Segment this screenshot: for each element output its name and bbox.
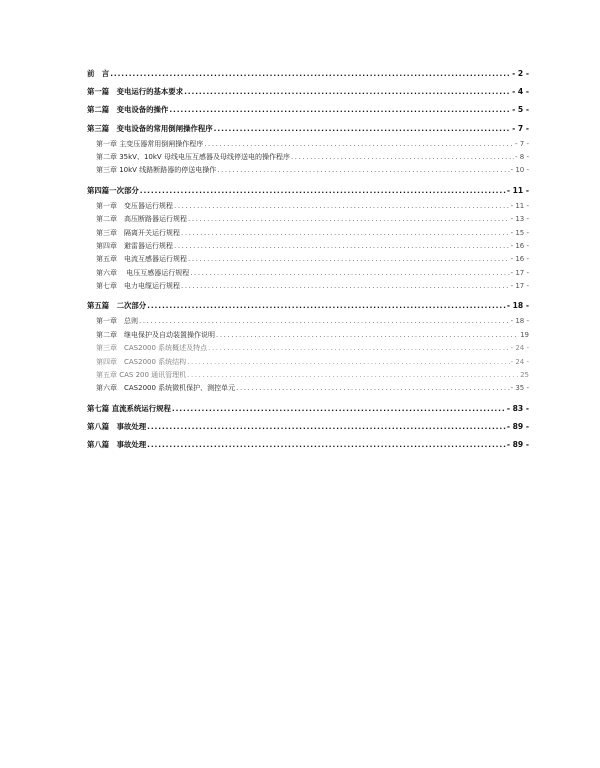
dot-leader — [214, 123, 511, 134]
toc-entry-title: 第二章 35kV、10kV 母线电压互感器及母线停送电的操作程序 — [96, 152, 290, 161]
toc-part-entry[interactable] — [87, 421, 529, 432]
table-of-contents — [87, 68, 529, 450]
dot-leader — [172, 403, 506, 414]
toc-page-number: - 5 - — [512, 105, 529, 115]
toc-page-number: - 24 - — [510, 344, 529, 353]
toc-page-number: - 2 - — [512, 69, 529, 78]
toc-entry-title: 第二章 高压断路器运行规程 — [96, 215, 187, 224]
toc-chapter-entry[interactable] — [87, 213, 529, 226]
toc-chapter-entry[interactable] — [87, 329, 529, 342]
dot-leader — [187, 369, 519, 382]
dot-leader — [181, 280, 510, 293]
toc-chapter-entry[interactable] — [87, 200, 529, 213]
dot-leader — [236, 382, 509, 395]
dot-leader — [174, 240, 510, 253]
toc-entry-title: 第八篇 事故处理 — [87, 422, 147, 431]
toc-entry-title: 第三章 10kV 线路断路器的停送电操作 — [96, 166, 217, 175]
toc-part-entry[interactable] — [87, 123, 529, 134]
toc-chapter-entry[interactable] — [87, 356, 529, 369]
toc-page-number: - 35 - — [510, 384, 529, 393]
toc-page-number: - 16 - — [510, 255, 529, 264]
dot-leader — [147, 421, 506, 432]
toc-entry-title: 第五章 电流互感器运行规程 — [96, 255, 187, 264]
dot-leader — [188, 213, 510, 226]
toc-entry-title: 第四章 CAS2000 系统结构 — [96, 357, 187, 366]
toc-page-number: - 13 - — [510, 215, 529, 224]
toc-page-number: - 17 - — [510, 282, 529, 291]
toc-entry-title: 第七篇 直流系统运行规程 — [87, 403, 171, 413]
toc-part-entry[interactable] — [87, 300, 529, 311]
toc-entry-title: 第六章 电压互感器运行规程 — [96, 268, 190, 277]
toc-part-entry[interactable] — [87, 68, 529, 79]
dot-leader — [174, 200, 510, 213]
toc-entry-title: 第二章 继电保护及自动装置操作说明 — [96, 330, 215, 339]
toc-entry-title: 第五章 CAS 200 通讯管理机 — [96, 371, 187, 380]
dot-leader — [139, 315, 510, 328]
toc-chapter-entry[interactable] — [87, 253, 529, 266]
dot-leader — [140, 185, 506, 196]
toc-entry-title: 前 言 — [87, 69, 110, 78]
toc-entry-title: 第一章 总则 — [96, 317, 138, 326]
toc-part-entry[interactable] — [87, 403, 529, 414]
toc-page-number: - 17 - — [510, 268, 529, 277]
toc-page-number: - 10 - — [510, 166, 529, 175]
toc-entry-title: 第一章 主变压器常用倒闸操作程序 — [96, 139, 204, 148]
toc-entry-title: 第一章 变压器运行规程 — [96, 201, 173, 210]
dot-leader — [217, 164, 509, 177]
toc-entry-title: 第三篇 变电设备的常用倒闸操作程序 — [87, 123, 213, 133]
toc-chapter-entry[interactable] — [87, 227, 529, 240]
toc-page-number: - 18 - — [506, 301, 529, 311]
dot-leader — [216, 329, 519, 342]
toc-page-number: - 8 - — [515, 152, 529, 161]
toc-page-number: 25 — [520, 371, 529, 380]
toc-part-entry[interactable] — [87, 86, 529, 97]
toc-entry-title: 第三章 CAS2000 系统概述及特点 — [96, 344, 208, 353]
toc-entry-title: 第六章 CAS2000 系统微机保护、测控单元 — [96, 384, 236, 393]
toc-entry-title: 第四篇一次部分 — [87, 185, 139, 195]
toc-page-number: - 18 - — [510, 317, 529, 326]
toc-page-number: - 7 - — [515, 139, 529, 148]
toc-page-number: - 4 - — [512, 87, 529, 97]
toc-chapter-entry[interactable] — [87, 267, 529, 280]
toc-entry-title: 第四章 避雷器运行规程 — [96, 241, 173, 250]
toc-page-number: - 11 - — [506, 185, 529, 195]
dot-leader — [204, 138, 514, 151]
toc-chapter-entry[interactable] — [87, 164, 529, 177]
toc-page-number: - 7 - — [512, 123, 529, 133]
dot-leader — [188, 253, 510, 266]
toc-page-number: - 83 - — [506, 403, 529, 413]
toc-page-number: - 11 - — [510, 201, 529, 210]
toc-entry-title: 第三章 隔离开关运行规程 — [96, 228, 180, 237]
dot-leader — [169, 104, 511, 115]
dot-leader — [291, 151, 514, 164]
toc-page-number: 19 — [520, 330, 529, 339]
toc-chapter-entry[interactable] — [87, 382, 529, 395]
dot-leader — [184, 86, 511, 97]
toc-page-number: - 89 - — [506, 440, 529, 450]
toc-entry-title: 第二篇 变电设备的操作 — [87, 105, 169, 115]
dot-leader — [110, 68, 511, 79]
toc-chapter-entry[interactable] — [87, 280, 529, 293]
toc-page-number: - 24 - — [510, 357, 529, 366]
dot-leader — [187, 356, 509, 369]
toc-part-entry[interactable] — [87, 104, 529, 115]
toc-chapter-entry[interactable] — [87, 369, 529, 382]
toc-chapter-entry[interactable] — [87, 240, 529, 253]
toc-page-number: - 89 - — [506, 422, 529, 431]
toc-entry-title: 第五篇 二次部分 — [87, 301, 147, 311]
toc-chapter-entry[interactable] — [87, 151, 529, 164]
toc-page-number: - 15 - — [510, 228, 529, 237]
toc-chapter-entry[interactable] — [87, 315, 529, 328]
dot-leader — [147, 300, 506, 311]
toc-entry-title: 第八篇 事故处理 — [87, 440, 147, 450]
dot-leader — [190, 267, 509, 280]
dot-leader — [147, 439, 506, 450]
toc-chapter-entry[interactable] — [87, 342, 529, 355]
toc-part-entry[interactable] — [87, 185, 529, 196]
toc-part-entry[interactable] — [87, 439, 529, 450]
dot-leader — [208, 342, 509, 355]
toc-entry-title: 第七章 电力电缆运行规程 — [96, 282, 180, 291]
dot-leader — [181, 227, 510, 240]
toc-chapter-entry[interactable] — [87, 138, 529, 151]
toc-entry-title: 第一篇 变电运行的基本要求 — [87, 87, 184, 97]
toc-page-number: - 16 - — [510, 241, 529, 250]
